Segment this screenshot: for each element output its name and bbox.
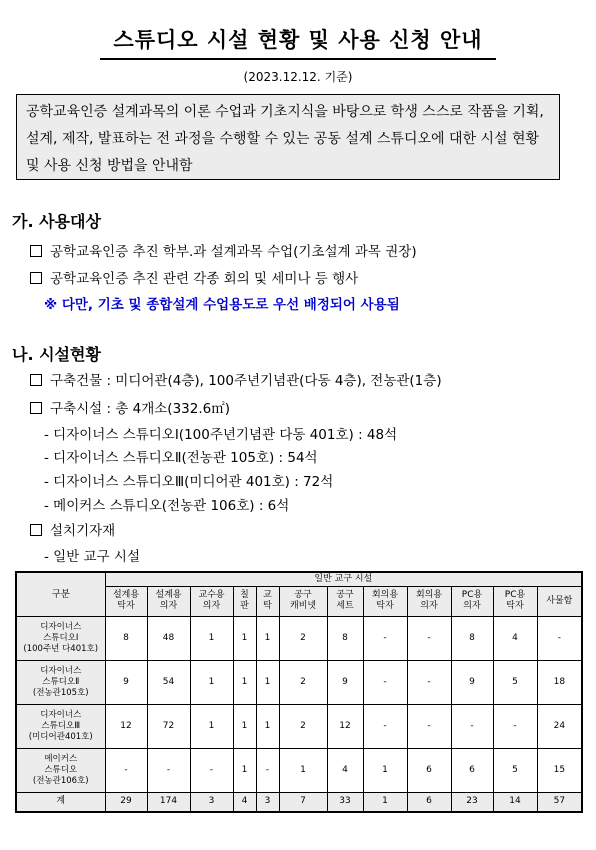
table-body <box>16 616 582 812</box>
section-a-note: ※ 다만, 기초 및 종합설계 수업용도로 우선 배정되어 사용됨 <box>44 297 400 313</box>
table-cell: - <box>363 660 407 704</box>
studio-line-4: - 메이커스 스튜디오(전농관 106호) : 6석 <box>44 498 290 514</box>
table-cell: 9 <box>105 660 147 704</box>
total-cell: 57 <box>537 792 582 812</box>
studio-line-1: - 디자이너스 스튜디오Ⅰ(100주년기념관 다동 401호) : 48석 <box>44 427 398 443</box>
checkbox-square-icon <box>30 374 42 386</box>
table-cell: 6 <box>407 748 451 792</box>
equipment-table <box>15 571 583 813</box>
title-underline <box>100 58 496 60</box>
table-cell: - <box>190 748 233 792</box>
table-cell: - <box>256 748 279 792</box>
reference-date: (2023.12.12. 기준) <box>243 70 353 84</box>
table-cell: 5 <box>493 748 537 792</box>
total-cell: 174 <box>147 792 190 812</box>
table-cell: 12 <box>105 704 147 748</box>
table-cell: - <box>407 704 451 748</box>
table-cell: - <box>407 616 451 660</box>
column-header: PC용 의자 <box>451 586 493 616</box>
building-text: 구축건물 : 미디어관(4층), 100주년기념관(다동 4층), 전농관(1층) <box>50 373 442 389</box>
checkbox-square-icon <box>30 402 42 414</box>
column-header: 회의용 탁자 <box>363 586 407 616</box>
table-row <box>16 748 582 792</box>
table-cell: 15 <box>537 748 582 792</box>
table-cell: 1 <box>233 704 256 748</box>
table-cell: 2 <box>279 660 327 704</box>
equipment-sub: - 일반 교구 시설 <box>44 549 140 565</box>
table-cell: 9 <box>451 660 493 704</box>
page-title: 스튜디오 시설 현황 및 사용 신청 안내 <box>113 28 483 52</box>
column-header: 교수용 의자 <box>190 586 233 616</box>
section-b-equipment <box>30 519 115 539</box>
table-cell: 4 <box>493 616 537 660</box>
table-cell: 8 <box>105 616 147 660</box>
total-cell: 3 <box>256 792 279 812</box>
column-header: 공구 캐비넷 <box>279 586 327 616</box>
table-cell: 9 <box>327 660 363 704</box>
checkbox-square-icon <box>30 524 42 536</box>
table-cell: 1 <box>233 748 256 792</box>
table-row <box>16 704 582 748</box>
table-cell: 1 <box>233 616 256 660</box>
table-cell: 2 <box>279 616 327 660</box>
table-cell: 12 <box>327 704 363 748</box>
total-cell: 33 <box>327 792 363 812</box>
table-total-row <box>16 792 582 812</box>
table-cell: - <box>407 660 451 704</box>
table-cell: 8 <box>451 616 493 660</box>
table-cell: 2 <box>279 704 327 748</box>
column-header: 교 탁 <box>256 586 279 616</box>
table-cell: - <box>451 704 493 748</box>
table-cell: 4 <box>327 748 363 792</box>
row-header: 디자이너스 스튜디오Ⅲ (미디어관401호) <box>16 704 105 748</box>
table-cell: 1 <box>256 660 279 704</box>
table-cell: 8 <box>327 616 363 660</box>
facilities-text: 구축시설 : 총 4개소(332.6㎡) <box>50 401 230 417</box>
table-cell: 1 <box>279 748 327 792</box>
table-cell: 1 <box>190 616 233 660</box>
item-text: 공학교육인증 추진 학부.과 설계과목 수업(기초설계 과목 권장) <box>50 244 417 260</box>
table-cell: 54 <box>147 660 190 704</box>
table-cell: - <box>363 704 407 748</box>
row-header: 디자이너스 스튜디오Ⅰ (100주년 다401호) <box>16 616 105 660</box>
section-b-facilities <box>30 397 230 417</box>
checkbox-square-icon <box>30 245 42 257</box>
table-row <box>16 660 582 704</box>
table-row <box>16 616 582 660</box>
table-cell: 5 <box>493 660 537 704</box>
table-cell: 1 <box>233 660 256 704</box>
column-header: 회의용 의자 <box>407 586 451 616</box>
table-cell: - <box>363 616 407 660</box>
row-header: 디자이너스 스튜디오Ⅱ (전농관105호) <box>16 660 105 704</box>
table-cell: 24 <box>537 704 582 748</box>
table-cell: 48 <box>147 616 190 660</box>
table-cell: 18 <box>537 660 582 704</box>
column-header: 사물함 <box>537 586 582 616</box>
table-cell: 1 <box>256 704 279 748</box>
table-group-header: 일반 교구 시설 <box>105 572 582 586</box>
table-cell: 6 <box>451 748 493 792</box>
studio-line-3: - 디자이너스 스튜디오Ⅲ(미디어관 401호) : 72석 <box>44 474 334 490</box>
total-label: 계 <box>16 792 105 812</box>
table-cell: - <box>493 704 537 748</box>
table-cell: - <box>105 748 147 792</box>
column-header: 공구 세트 <box>327 586 363 616</box>
equipment-text: 설치기자재 <box>50 523 116 539</box>
studio-line-2: - 디자이너스 스튜디오Ⅱ(전농관 105호) : 54석 <box>44 450 318 466</box>
section-a-item-1 <box>30 240 417 260</box>
total-cell: 1 <box>363 792 407 812</box>
table-cell: 72 <box>147 704 190 748</box>
column-header: 칠 판 <box>233 586 256 616</box>
table-cell: 1 <box>363 748 407 792</box>
intro-box: 공학교육인증 설계과목의 이론 수업과 기초지식을 바탕으로 학생 스스로 작품을 기획, 설계, 제작, 발표하는 전 과정을 수행할 수 있는 공동 설계 스튜디오에 대한 시설 현황 및 사용 신청 방법을 안내함 <box>16 94 560 180</box>
section-b-heading: 나. 시설현황 <box>12 345 101 364</box>
section-a-item-2 <box>30 267 358 287</box>
total-cell: 14 <box>493 792 537 812</box>
table-cell: 1 <box>256 616 279 660</box>
table-corner-header: 구분 <box>16 572 105 616</box>
table-cell: 1 <box>190 660 233 704</box>
table-cell: 1 <box>190 704 233 748</box>
checkbox-square-icon <box>30 272 42 284</box>
column-header: 설계용 탁자 <box>105 586 147 616</box>
total-cell: 6 <box>407 792 451 812</box>
table-cell: - <box>147 748 190 792</box>
row-header: 메이커스 스튜디오 (전농관106호) <box>16 748 105 792</box>
total-cell: 29 <box>105 792 147 812</box>
column-header: 설계용 의자 <box>147 586 190 616</box>
total-cell: 3 <box>190 792 233 812</box>
table-cell: - <box>537 616 582 660</box>
item-text: 공학교육인증 추진 관련 각종 회의 및 세미나 등 행사 <box>50 271 359 287</box>
total-cell: 4 <box>233 792 256 812</box>
total-cell: 7 <box>279 792 327 812</box>
section-a-heading: 가. 사용대상 <box>12 212 101 231</box>
total-cell: 23 <box>451 792 493 812</box>
section-b-building <box>30 369 442 389</box>
column-header: PC용 탁자 <box>493 586 537 616</box>
